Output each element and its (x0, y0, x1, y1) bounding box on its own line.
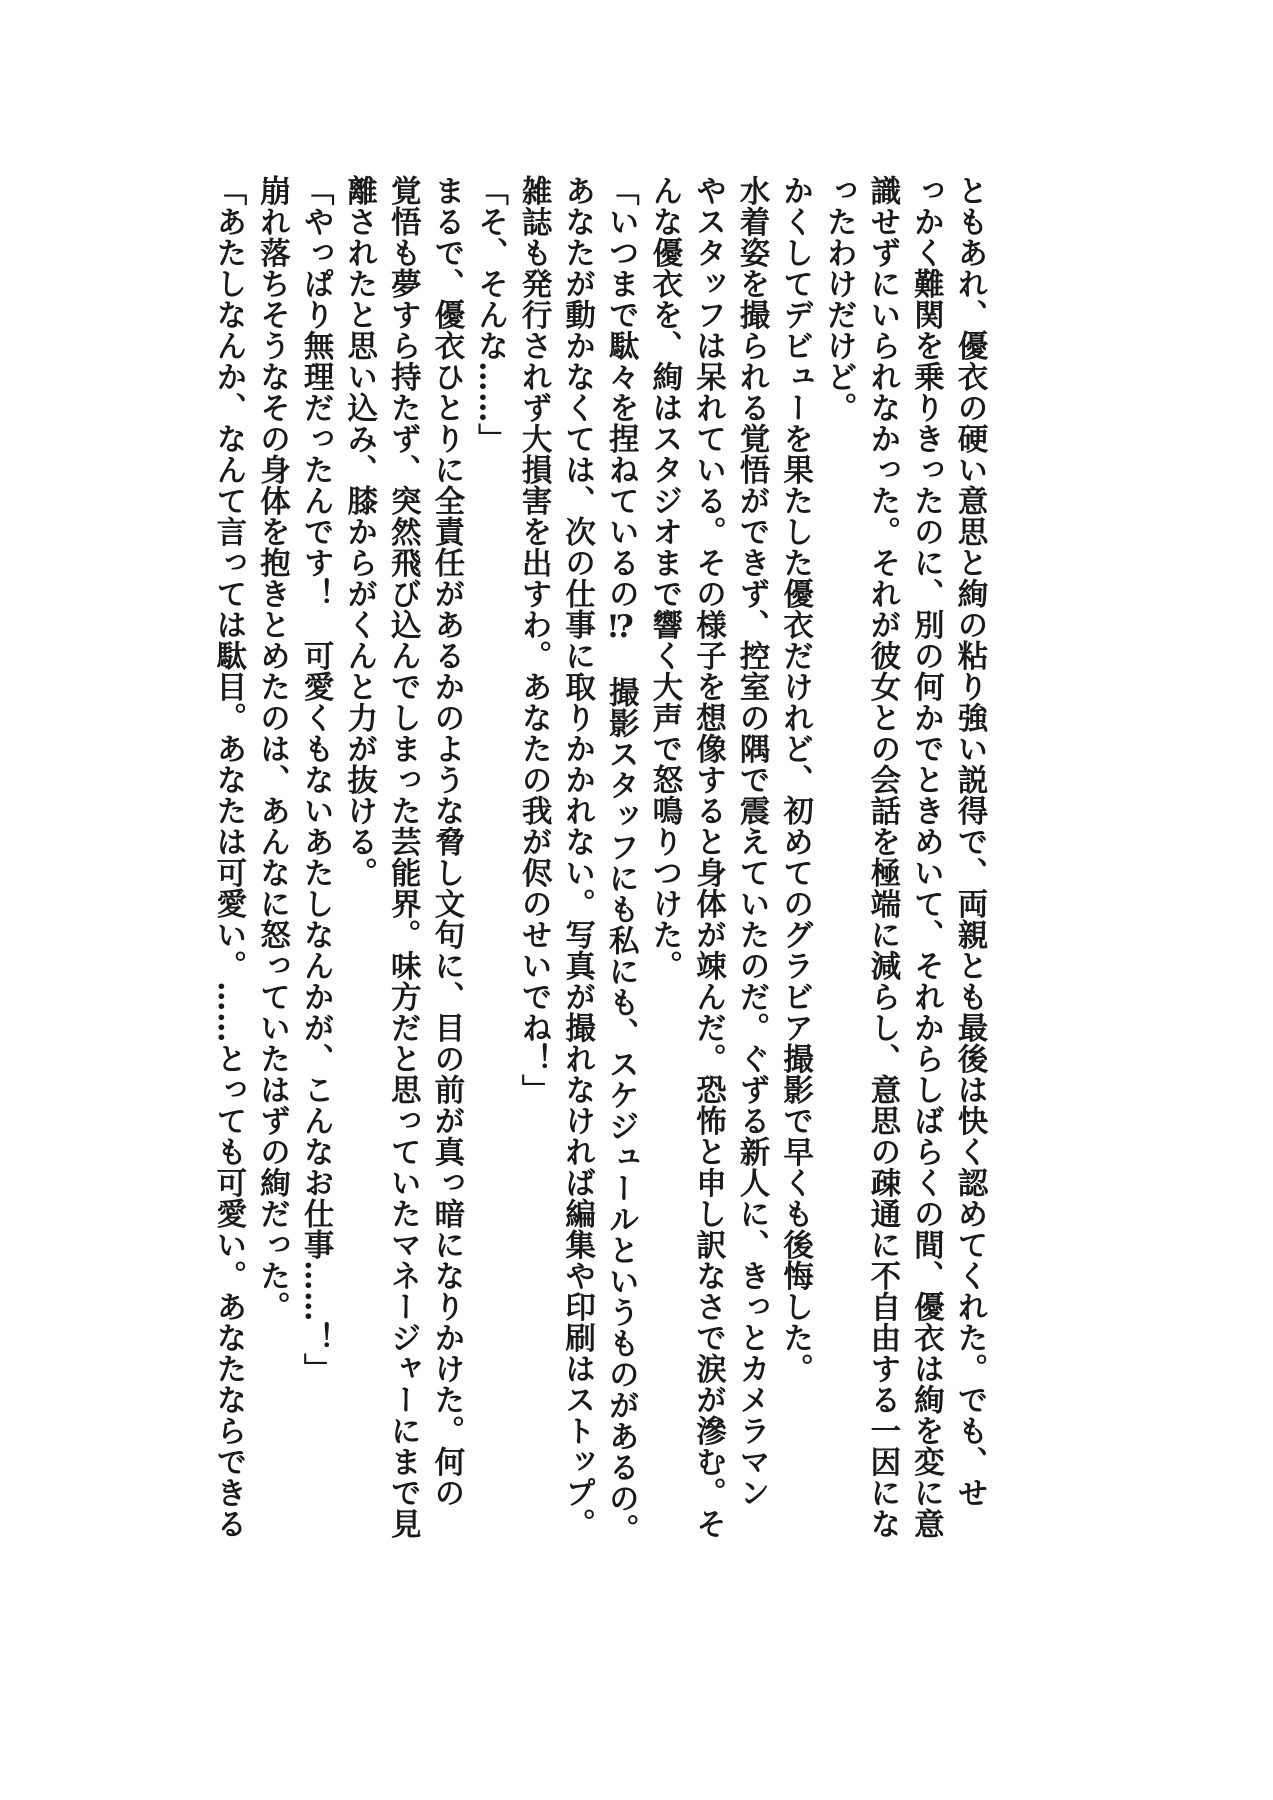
text-line: っかく難関を乗りきったのに、別の何かでときめいて、それからしばらくの間、優衣は絢を変に意 (908, 175, 945, 1539)
text-line: ったわけだけど。 (821, 175, 858, 423)
text-line: 識せずにいられなかった。それが彼女との会話を極端に減らし、意思の疎通に不自由する一因にな (864, 175, 901, 1539)
vertical-text-body (206, 175, 991, 1595)
text-line: やスタッフは呆れている。その様子を想像すると身体が竦んだ。恐怖と申し訳なさで涙が滲む。そ (690, 175, 727, 1539)
text-line: 「いつまで駄々を捏ねているの⁉ 撮影スタッフにも私にも、スケジュールというものがあるの。 (603, 175, 640, 1545)
text-line: かくしてデビューを果たした優衣だけれど、初めてのグラビア撮影で早くも後悔した。 (777, 175, 814, 1384)
text-line: 「あたしなんか、なんて言っては駄目。あなたは可愛い。……とっても可愛い。あなたならできる (210, 175, 247, 1539)
text-line: 離されたと思い込み、膝からがくんと力が抜ける。 (341, 175, 378, 888)
text-line: 崩れ落ちそうなその身体を抱きとめたのは、あんなに怒っていたはずの絢だった。 (254, 175, 291, 1322)
text-line: ともあれ、優衣の硬い意思と絢の粘り強い説得で、両親とも最後は快く認めてくれた。でも、せ (952, 175, 988, 1508)
text-line: 「やっぱり無理だったんです！ 可愛くもないあたしなんかが、こんなお仕事……！」 (298, 175, 335, 1384)
text-line: 雑誌も発行されず大損害を出すわ。あなたの我が侭のせいでね！」 (516, 175, 553, 1105)
text-line: まるで、優衣ひとりに全責任があるかのような脅し文句に、目の前が真っ暗になりかけた。何の (428, 175, 465, 1508)
text-line: 水着姿を撮られる覚悟ができず、控室の隅で震えていたのだ。ぐずる新人に、きっとカメラマン (734, 175, 771, 1508)
text-line: あなたが動かなくては、次の仕事に取りかかれない。写真が撮れなければ編集や印刷はストップ。 (559, 175, 596, 1539)
text-line: 「そ、そんな……」 (472, 175, 509, 454)
text-line: 覚悟も夢すら持たず、突然飛び込んでしまった芸能界。味方だと思っていたマネージャーにまで見 (385, 175, 422, 1539)
text-line: んな優衣を、絢はスタジオまで響く大声で怒鳴りつけた。 (646, 175, 683, 981)
